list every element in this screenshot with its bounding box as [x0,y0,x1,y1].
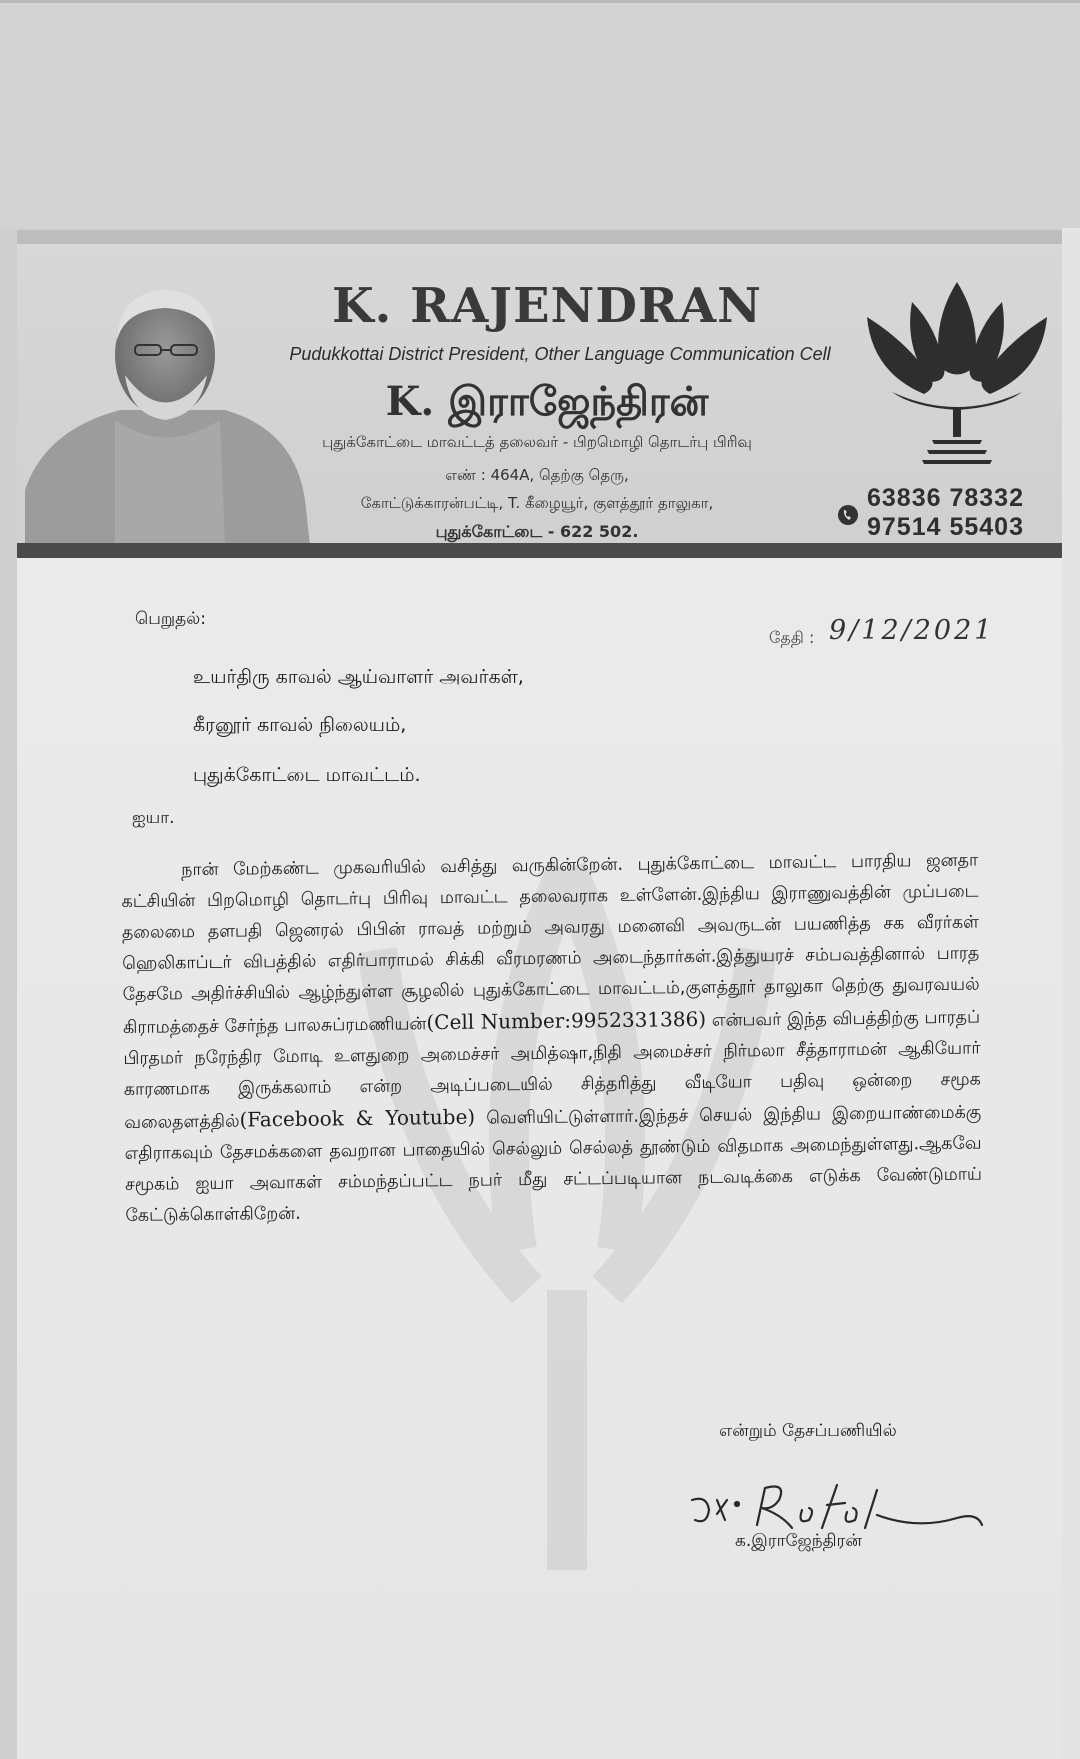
address-line-1: எண் : 464A, தெற்கு தெரு, [445,466,629,484]
recipient-line-1: உயர்திரு காவல் ஆய்வாளர் அவர்கள், [193,666,524,688]
address-line-3: புதுக்கோட்டை - 622 502. [435,522,639,541]
letterhead-designation-english: Pudukkottai District President, Other Language Communication Cell [289,344,831,364]
phone-number-1: 63836 78332 [867,484,1024,512]
closing-line: என்றும் தேசப்பணியில் [719,1421,897,1441]
letterhead-designation-tamil: புதுக்கோட்டை மாவட்டத் தலைவர் - பிறமொழி தொடர்பு பிரிவு [322,433,752,451]
body-text-part-1: நான் மேற்கண்ட முகவரியில் வசித்து வருகின்றேன். புதுக்கோட்டை மாவட்ட பாரதிய ஜனதா கட்சியின் பிறமொழி தொடர்பு பிரிவு மாவட்ட தலைவராக உள்ளேன்.இந்திய இராணுவத்தின் முப்படை தலைமை தளபதி ஜெனரல் பிபின் ராவத் மற்றும் அவரது மனைவி அவருடன் பயணித்த சக வீரர்கள் ஹெலிகாப்டர் விபத்தில் எதிர்பாராமல் சிக்கி வீரமரணம் அடைந்தார்கள்.இத்துயரச் சம்பவத்தினால் பாரத தேசமே அதிர்ச்சியில் ஆழ்ந்துள்ள சூழலில் புதுக்கோட்டை மாவட்டம்,குளத்தூர் தாலுகா தெற்கு துவரவயல் கிராமத்தைச் சேர்ந்த பாலசுப்ரமணியன் [121,850,980,1038]
letter-body [121,846,983,1232]
letterhead-divider [17,543,1062,558]
phone-number-2: 97514 55403 [867,513,1024,541]
social-media-names: (Facebook & Youtube) [239,1104,476,1132]
phone-icon [837,504,859,526]
salutation: ஐயா. [132,808,175,828]
screenshot-top-band [0,0,1080,228]
recipient-line-2: கீரனூர் காவல் நிலையம், [193,714,407,736]
body-text-part-2: என்பவர் இந்த விபத்திற்கு பாரதப் பிரதமர் நரேந்திர மோடி உளதுறை அமைச்சர் அமித்ஷா,நிதி அமைச்சர் நிர்மலா சீத்தாராமன் ஆகியோர் காரணமாக இருக்கலாம் என்ற அடிப்படையில் சித்தரித்து வீடியோ பதிவு ஒன்றை சமூக வலைதளத்தில் [123,1007,981,1133]
date-value: 9/12/2021 [829,615,995,646]
letter-page [17,230,1062,1759]
letterhead-name-english: K. RAJENDRAN [331,278,763,334]
date-label: தேதி : [769,628,815,647]
address-line-2: கோட்டுக்காரன்பட்டி, T. கீழையூர், குளத்தூர் தாலுகா, [360,494,714,512]
screenshot-right-margin [1062,228,1080,1759]
lotus-emblem [852,272,1062,472]
sender-label: பெறுதல்: [135,609,207,629]
recipient-line-3: புதுக்கோட்டை மாவட்டம். [193,764,421,786]
letterhead [17,230,1062,558]
body-text-part-3: வெளியிட்டுள்ளார்.இந்தச் செயல் இந்திய இறையாண்மைக்கு எதிராகவும் தேசமக்களை தவறான பாதையில் செல்லும் செல்லத் தூண்டும் விதமாக அமைந்துள்ளது.ஆகவே சமூகம் ஐயா அவாகள் சம்மந்தப்பட்ட நபர் மீது சட்டப்படியான நடவடிக்கை எடுக்க வேண்டுமாய் கேட்டுக்கொள்கிறேன். [124,1102,983,1226]
letterhead-name-tamil: K. இராஜேந்திரன் [385,378,709,425]
cell-number: (Cell Number:9952331386) [426,1006,707,1035]
signer-name: க.இராஜேந்திரன் [735,1531,862,1551]
